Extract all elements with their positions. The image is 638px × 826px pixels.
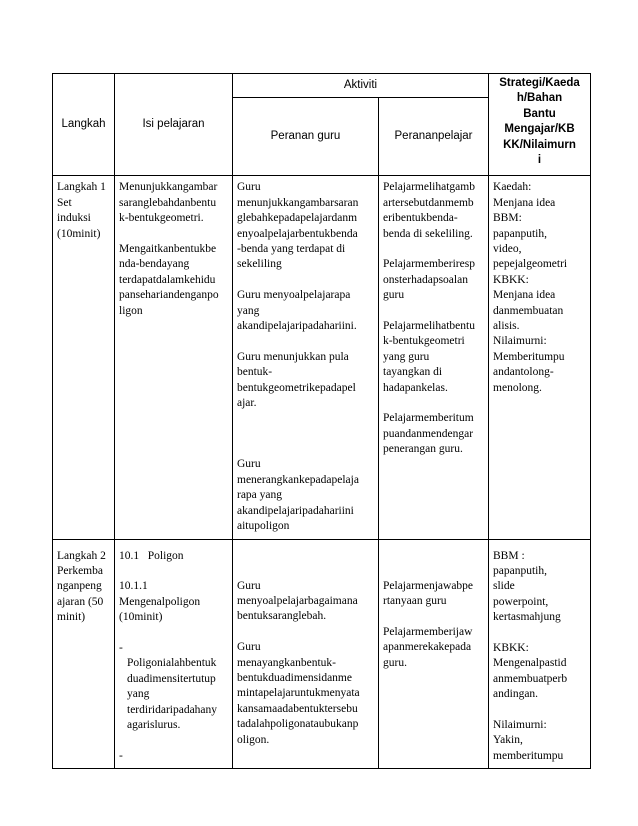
header-strategi: Strategi/Kaeda h/Bahan Bantu Mengajar/KB KK/Nilaimurn i: [489, 74, 591, 176]
row2-strategi: BBM : papanputih, slide powerpoint, kertasmahjung KBKK: Mengenalpastid anmembuatperb andingan. Nilaimurni: Yakin, memberitumpu: [489, 539, 591, 769]
row1-strategi: Kaedah: Menjana idea BBM: papanputih, video, pepejalgeometri KBKK: Menjana idea danmembuatan alisis. Nilaimurni: Memberitumpu andantolong- menolong.: [489, 176, 591, 539]
table-row: [53, 539, 591, 769]
header-langkah: Langkah: [53, 74, 115, 176]
row1-langkah: Langkah 1 Set induksi (10minit): [53, 176, 115, 539]
header-aktiviti: Aktiviti: [233, 74, 489, 98]
row2-isi: 10.1 Poligon 10.1.1 Mengenalpoligon (10minit) - Poligonialahbentuk duadimensitertutup yang terdiridaripadahany agarislurus. -: [115, 539, 233, 769]
row1-isi: Menunjukkangambar saranglebahdanbentu k-bentukgeometri. Mengaitkanbentukbe nda-bendayang terdapatdalamkehidu pansehariandenganpo ligon: [115, 176, 233, 539]
row2-peranan-pelajar: Pelajarmenjawabpe rtanyaan guru Pelajarmemberijaw apanmerekakepada guru.: [379, 539, 489, 769]
header-isi-pelajaran: Isi pelajaran: [115, 74, 233, 176]
header-peranan-guru: Peranan guru: [233, 98, 379, 176]
table-row: [53, 176, 591, 539]
row2-peranan-guru: Guru menyoalpelajarbagaimana bentuksaranglebah. Guru menayangkanbentuk- bentukduadimensidanme mintapelajaruntukmenyata kansamaadabentuktersebu tadalahpoligonataubukanp oligon.: [233, 539, 379, 769]
lesson-plan-table: [52, 73, 591, 769]
row1-peranan-guru: Guru menunjukkangambarsaran glebahkepadapelajardanm enyoalpelajarbentukbenda -benda yang terdapat di sekeliling Guru menyoalpelajarapa yang akandipelajaripadahariini. Guru menunjukkan pula bentuk- bentukgeometrikepadapel ajar. Guru menerangkankepadapelaja rapa yang akandipelajaripadahariini aitupoligon: [233, 176, 379, 539]
row1-peranan-pelajar: Pelajarmelihatgamb artersebutdanmemb eribentukbenda- benda di sekeliling. Pelajarmemberiresp onsterhadapsoalan guru Pelajarmelihatbentu k-bentukgeometri yang guru tayangkan di hadapankelas. Pelajarmemberitum puandanmendengar penerangan guru.: [379, 176, 489, 539]
header-peranan-pelajar: Perananpelajar: [379, 98, 489, 176]
row2-langkah: Langkah 2 Perkemba nganpeng ajaran (50 minit): [53, 539, 115, 769]
